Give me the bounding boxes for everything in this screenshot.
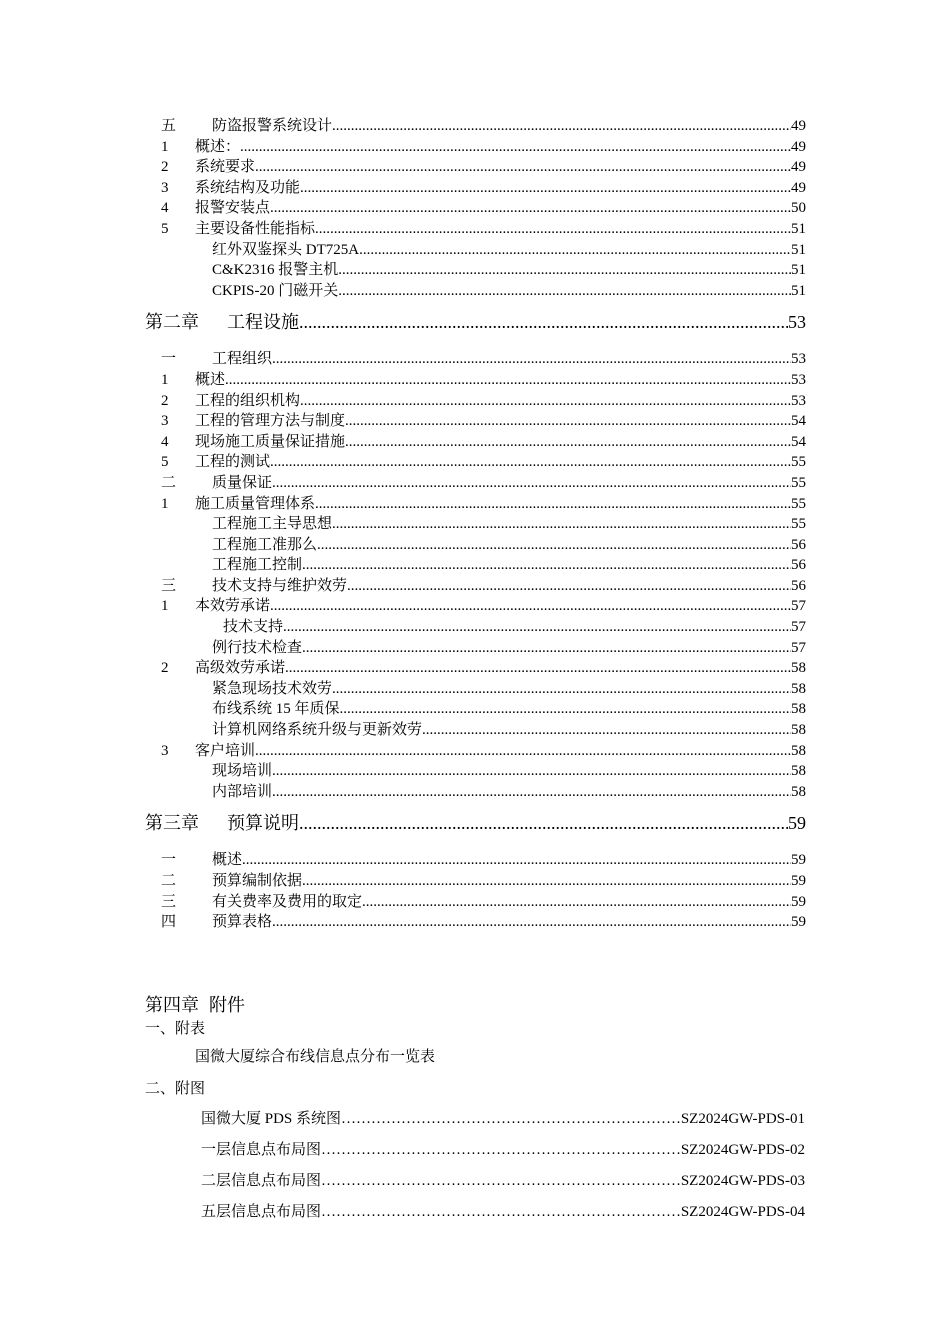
figure-code: SZ2024GW-PDS-02	[680, 1142, 805, 1158]
page-number: 58	[791, 722, 806, 739]
page-number: 56	[791, 577, 806, 594]
entry-number: 3	[161, 742, 169, 759]
page-number: 58	[791, 680, 806, 697]
toc-entry[interactable]	[145, 617, 806, 638]
toc-entry[interactable]	[145, 452, 806, 473]
toc-entry[interactable]	[145, 638, 806, 659]
entry-title: 预算编制依据	[212, 873, 303, 889]
page-number: 56	[791, 536, 806, 553]
page-number: 51	[791, 262, 806, 279]
chapter-4-heading[interactable]	[145, 992, 805, 1018]
entry-title: 工程的管理方法与制度	[195, 413, 346, 430]
page-number: 49	[791, 118, 806, 134]
appendix-figure-heading: 二、附图	[145, 1081, 206, 1097]
page-number: 55	[791, 454, 806, 471]
entry-title: 系统结构及功能	[195, 179, 301, 196]
toc-entry[interactable]	[145, 494, 806, 515]
toc-entry[interactable]	[145, 720, 806, 741]
toc-entry[interactable]	[145, 514, 806, 535]
entry-title: 红外双鉴探头 DT725A	[212, 241, 360, 258]
dot-leader	[340, 699, 791, 720]
dot-leader	[272, 912, 791, 933]
entry-number: 一	[161, 351, 177, 368]
dot-leader	[270, 596, 791, 617]
dot-leader	[255, 157, 791, 178]
figure-entry[interactable]	[145, 1166, 805, 1197]
dot-leader	[240, 137, 791, 158]
chapter-number: 第三章	[145, 813, 199, 834]
entry-title: 例行技术检查	[212, 639, 303, 656]
page-number: 53	[788, 312, 806, 333]
entry-title: 工程施工主导思想	[212, 516, 333, 533]
page-number: 58	[791, 701, 806, 718]
toc-entry[interactable]	[145, 596, 806, 617]
entry-number: 4	[161, 200, 169, 217]
dot-leader	[315, 494, 791, 515]
page-number: 57	[791, 619, 806, 636]
dot-leader	[422, 720, 791, 741]
dot-leader	[302, 555, 791, 576]
page-number: 58	[791, 783, 806, 800]
entry-number: 1	[161, 598, 169, 615]
page-number: 51	[791, 282, 806, 299]
toc-entry[interactable]	[145, 576, 806, 597]
entry-title: 高级效劳承诺	[195, 660, 286, 677]
entry-number: 2	[161, 392, 169, 409]
entry-title: 概述	[195, 371, 226, 388]
chapter-number: 第四章	[145, 995, 199, 1015]
appendix-table-item[interactable]: 国微大厦综合布线信息点分布一览表	[195, 1049, 436, 1065]
toc-entry[interactable]	[145, 535, 806, 556]
figure-title: 五层信息点布局图	[201, 1204, 322, 1220]
page-number: 51	[791, 241, 806, 258]
entry-number: 3	[161, 413, 169, 430]
toc-entry[interactable]	[145, 432, 806, 453]
entry-title: 有关费率及费用的取定	[212, 893, 363, 910]
chapter-3-entry[interactable]	[145, 810, 806, 836]
page-number: 49	[791, 179, 806, 196]
dot-leader	[300, 391, 791, 412]
page-number: 59	[791, 914, 806, 931]
toc-section-alarm	[145, 116, 806, 301]
entry-title: CKPIS-20 门磁开关	[212, 282, 339, 299]
dot-leader	[300, 178, 791, 199]
dot-leader	[285, 658, 791, 679]
figure-code: SZ2024GW-PDS-01	[680, 1111, 805, 1127]
entry-title: 工程的组织机构	[195, 392, 301, 409]
toc-entry[interactable]	[145, 391, 806, 412]
dot-leader	[347, 576, 791, 597]
toc-entry[interactable]	[145, 761, 806, 782]
page-number: 59	[791, 893, 806, 910]
dot-leader	[302, 638, 791, 659]
toc-entry[interactable]	[145, 370, 806, 391]
dot-leader	[321, 1166, 681, 1197]
dot-leader	[321, 1135, 681, 1166]
dot-leader	[272, 349, 791, 370]
entry-title: 概述：	[195, 138, 241, 155]
dot-leader	[332, 679, 791, 700]
toc-section-engineering	[145, 349, 806, 802]
entry-title: 防盗报警系统设计	[212, 118, 333, 134]
entry-number: 5	[161, 454, 169, 471]
table-of-contents	[145, 116, 806, 933]
dot-leader	[255, 741, 791, 762]
figure-code: SZ2024GW-PDS-04	[680, 1204, 805, 1220]
page-number: 59	[788, 813, 806, 834]
toc-entry[interactable]	[145, 782, 806, 803]
page-number: 57	[791, 598, 806, 615]
entry-number: 三	[161, 893, 177, 910]
page-number: 54	[791, 433, 806, 450]
toc-entry[interactable]	[145, 240, 806, 261]
entry-number: 二	[161, 873, 177, 889]
toc-entry[interactable]	[145, 281, 806, 302]
figure-list	[145, 1104, 805, 1228]
dot-leader	[299, 309, 788, 330]
entry-number: 5	[161, 220, 169, 237]
page-number: 55	[791, 495, 806, 512]
page-number: 58	[791, 742, 806, 759]
toc-entry[interactable]	[145, 892, 806, 913]
entry-title: 内部培训	[212, 783, 273, 800]
dot-leader	[317, 535, 791, 556]
toc-section-budget	[145, 850, 806, 932]
toc-entry[interactable]	[145, 850, 806, 871]
page-number: 58	[791, 660, 806, 677]
dot-leader	[272, 782, 791, 803]
chapter-title: 附件	[209, 995, 245, 1015]
toc-entry[interactable]	[145, 411, 806, 432]
entry-number: 4	[161, 433, 169, 450]
entry-number: 2	[161, 660, 169, 677]
entry-title: 技术支持	[223, 619, 284, 636]
toc-entry[interactable]	[145, 473, 806, 494]
appendix-table-heading: 一、附表	[145, 1021, 206, 1037]
page-number: 53	[791, 392, 806, 409]
toc-entry[interactable]	[145, 157, 806, 178]
entry-title: 布线系统 15 年质保	[212, 701, 340, 718]
figure-entry[interactable]	[145, 1104, 805, 1135]
entry-title: 工程施工控制	[212, 557, 303, 574]
entry-title: 技术支持与维护效劳	[212, 577, 348, 594]
entry-number: 四	[161, 914, 177, 931]
dot-leader	[302, 871, 791, 892]
entry-number: 三	[161, 577, 177, 594]
toc-entry[interactable]	[145, 260, 806, 281]
entry-number: 1	[161, 138, 169, 155]
dot-leader	[345, 411, 791, 432]
entry-title: 概述	[212, 852, 243, 869]
dot-leader	[270, 198, 791, 219]
chapter-title: 工程设施	[227, 312, 299, 333]
page-number: 53	[791, 371, 806, 388]
entry-title: 工程施工准那么	[212, 536, 318, 553]
dot-leader	[272, 473, 791, 494]
toc-entry[interactable]	[145, 198, 806, 219]
dot-leader	[332, 116, 791, 137]
toc-entry[interactable]	[145, 137, 806, 158]
dot-leader	[332, 514, 791, 535]
page-number: 59	[791, 873, 806, 889]
toc-entry[interactable]	[145, 871, 806, 892]
toc-entry[interactable]	[145, 219, 806, 240]
toc-entry[interactable]	[145, 679, 806, 700]
dot-leader	[270, 452, 791, 473]
entry-title: C&K2316 报警主机	[212, 262, 339, 279]
dot-leader	[359, 240, 791, 261]
entry-title: 现场培训	[212, 763, 273, 780]
chapter-title: 预算说明	[227, 813, 299, 834]
page-number: 55	[791, 474, 806, 491]
page-number: 59	[791, 852, 806, 869]
page-number: 54	[791, 413, 806, 430]
toc-entry[interactable]	[145, 741, 806, 762]
page-number: 50	[791, 200, 806, 217]
entry-title: 工程组织	[212, 351, 273, 368]
entry-title: 现场施工质量保证措施	[195, 433, 346, 450]
dot-leader	[338, 281, 791, 302]
page-number: 49	[791, 138, 806, 155]
page-number: 58	[791, 763, 806, 780]
entry-title: 报警安装点	[195, 200, 271, 217]
dot-leader	[341, 1104, 681, 1135]
entry-number: 2	[161, 159, 169, 176]
page-number: 56	[791, 557, 806, 574]
entry-title: 客户培训	[195, 742, 256, 759]
toc-entry[interactable]	[145, 349, 806, 370]
page-number: 51	[791, 220, 806, 237]
toc-entry[interactable]	[145, 658, 806, 679]
dot-leader	[242, 850, 791, 871]
chapter-number: 第二章	[145, 312, 199, 333]
dot-leader	[315, 219, 791, 240]
toc-entry[interactable]	[145, 178, 806, 199]
page-number: 57	[791, 639, 806, 656]
figure-entry[interactable]	[145, 1197, 805, 1228]
figure-entry[interactable]	[145, 1135, 805, 1166]
entry-title: 系统要求	[195, 159, 256, 176]
figure-title: 国微大厦 PDS 系统图	[201, 1111, 342, 1127]
page-number: 55	[791, 516, 806, 533]
entry-number: 1	[161, 371, 169, 388]
chapter-2-entry[interactable]	[145, 309, 806, 335]
toc-entry[interactable]	[145, 555, 806, 576]
dot-leader	[321, 1197, 681, 1228]
dot-leader	[299, 810, 788, 831]
entry-number: 1	[161, 495, 169, 512]
dot-leader	[272, 761, 791, 782]
entry-number: 一	[161, 852, 177, 869]
figure-title: 一层信息点布局图	[201, 1142, 322, 1158]
page-number: 49	[791, 159, 806, 176]
entry-title: 工程的测试	[195, 454, 271, 471]
appendix-section	[145, 992, 805, 1228]
page-number: 53	[791, 351, 806, 368]
dot-leader	[283, 617, 791, 638]
dot-leader	[362, 892, 791, 913]
dot-leader	[338, 260, 791, 281]
toc-entry[interactable]	[145, 912, 806, 933]
figure-code: SZ2024GW-PDS-03	[680, 1173, 805, 1189]
entry-title: 主要设备性能指标	[195, 220, 316, 237]
entry-title: 质量保证	[212, 474, 273, 491]
entry-title: 本效劳承诺	[195, 598, 271, 615]
toc-entry[interactable]	[145, 699, 806, 720]
toc-entry[interactable]	[145, 116, 806, 137]
entry-number: 五	[161, 118, 177, 134]
dot-leader	[345, 432, 791, 453]
entry-title: 紧急现场技术效劳	[212, 680, 333, 697]
entry-title: 施工质量管理体系	[195, 495, 316, 512]
figure-title: 二层信息点布局图	[201, 1173, 322, 1189]
entry-title: 预算表格	[212, 914, 273, 931]
entry-title: 计算机网络系统升级与更新效劳	[212, 722, 423, 739]
entry-number: 3	[161, 179, 169, 196]
dot-leader	[225, 370, 791, 391]
entry-number: 二	[161, 474, 177, 491]
